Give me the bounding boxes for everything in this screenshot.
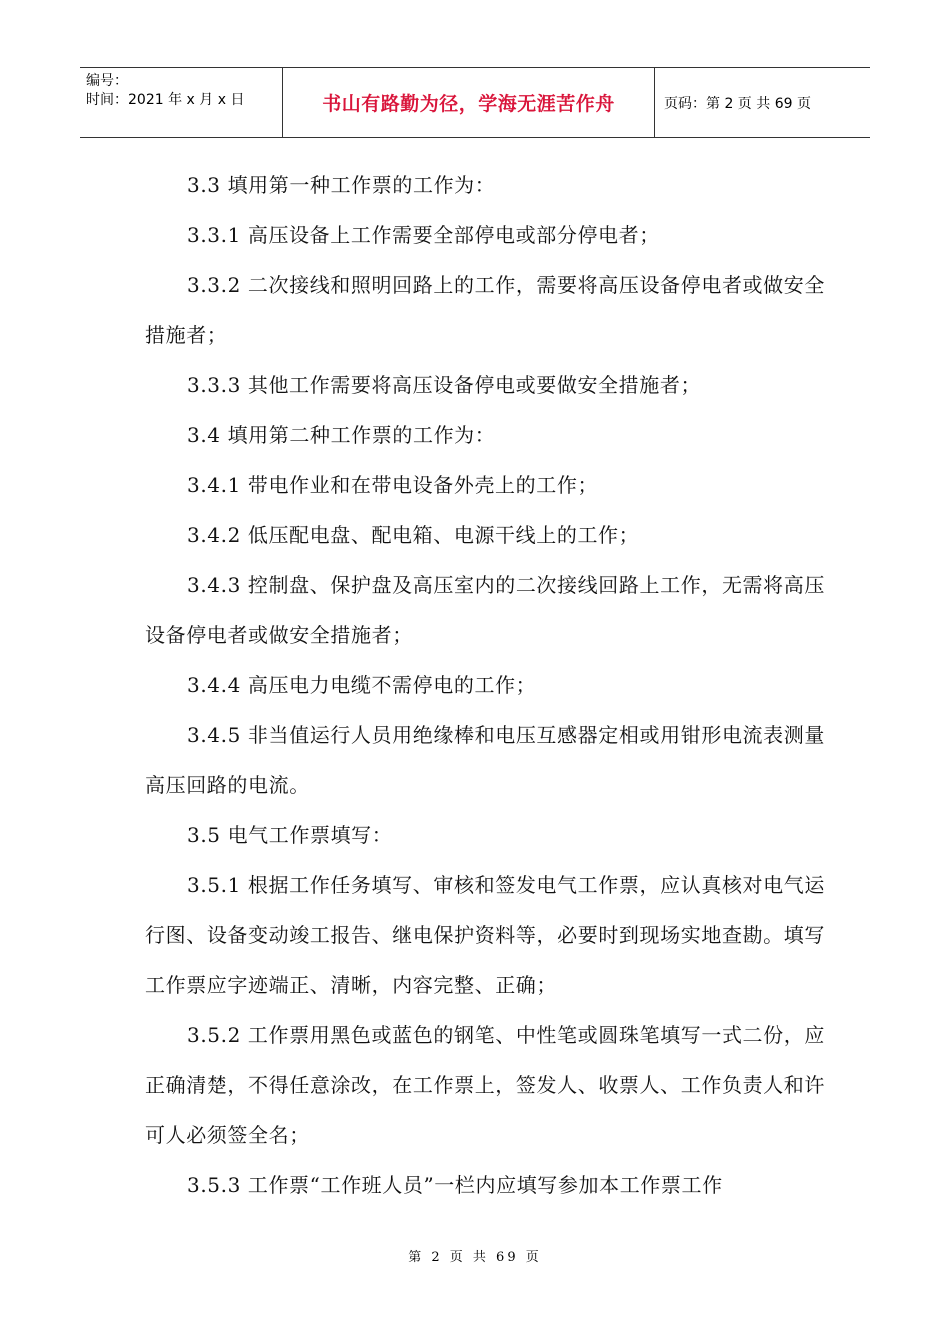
paragraph: 3.3.2 二次接线和照明回路上的工作，需要将高压设备停电者或做安全措施者；	[145, 273, 825, 347]
page-footer: 第 2 页 共 69 页	[408, 1250, 542, 1265]
paragraph: 3.4.2 低压配电盘、配电箱、电源干线上的工作；	[187, 523, 640, 547]
paragraph: 3.5 电气工作票填写：	[187, 823, 393, 847]
paragraph: 3.5.1 根据工作任务填写、审核和签发电气工作票，应认真核对电气运行图、设备变动竣工报告、继电保护资料等，必要时到现场实地查勘。填写工作票应字迹端正、清晰，内容完整、正确；	[145, 873, 825, 997]
paragraph: 3.5.3 工作票“工作班人员”一栏内应填写参加本工作票工作	[187, 1173, 723, 1197]
document-date-label: 时间：2021 年 x 月 x 日	[86, 92, 245, 108]
header-motto: 书山有路勤为径，学海无涯苦作舟	[322, 93, 615, 115]
paragraph: 3.4 填用第二种工作票的工作为：	[187, 423, 496, 447]
paragraph: 3.3.3 其他工作需要将高压设备停电或要做安全措施者；	[187, 373, 702, 397]
document-number-label: 编号：	[86, 73, 128, 89]
header-page-info: 页码：第 2 页 共 69 页	[664, 95, 811, 112]
paragraph: 3.4.3 控制盘、保护盘及高压室内的二次接线回路上工作，无需将高压设备停电者或做安全措施者；	[145, 573, 825, 647]
paragraph: 3.4.4 高压电力电缆不需停电的工作；	[187, 673, 537, 697]
page-header	[80, 67, 870, 138]
paragraph: 3.5.2 工作票用黑色或蓝色的钢笔、中性笔或圆珠笔填写一式二份，应正确清楚，不得任意涂改，在工作票上，签发人、收票人、工作负责人和许可人必须签全名；	[145, 1023, 825, 1147]
paragraph: 3.4.1 带电作业和在带电设备外壳上的工作；	[187, 473, 599, 497]
document-body	[145, 160, 825, 1210]
paragraph: 3.3.1 高压设备上工作需要全部停电或部分停电者；	[187, 223, 660, 247]
paragraph: 3.3 填用第一种工作票的工作为：	[187, 173, 496, 197]
header-divider	[654, 68, 655, 137]
header-meta	[86, 72, 276, 110]
paragraph: 3.4.5 非当值运行人员用绝缘棒和电压互感器定相或用钳形电流表测量高压回路的电流。	[145, 723, 825, 797]
